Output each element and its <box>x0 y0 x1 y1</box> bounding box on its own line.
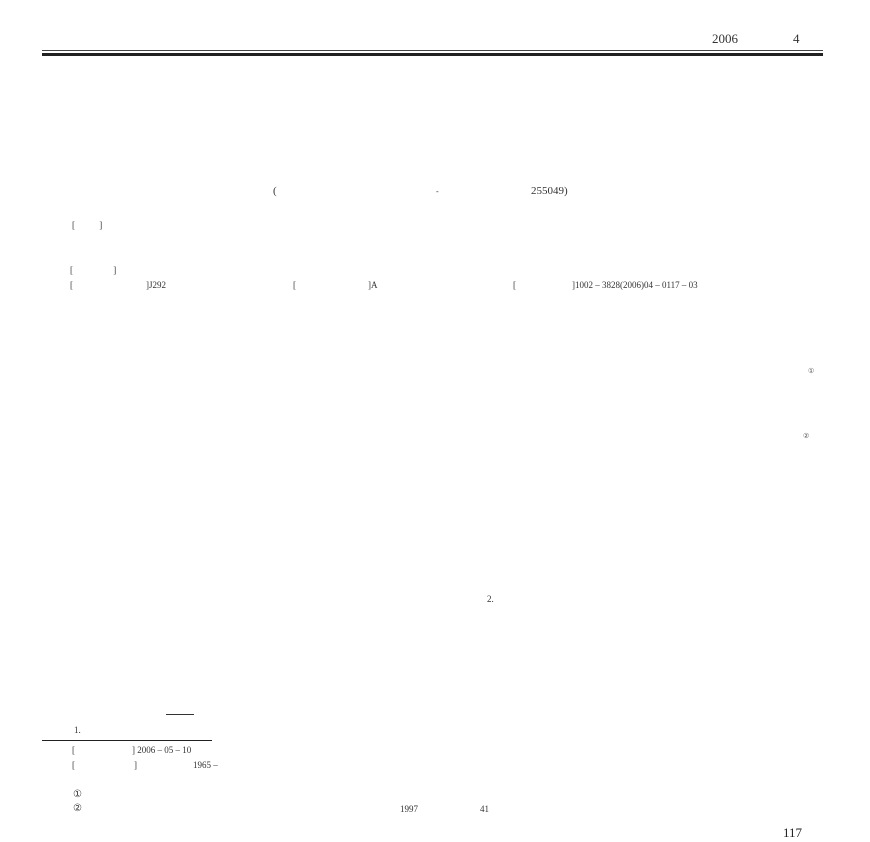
author-close-bracket: ] <box>134 760 137 770</box>
footnote-rule <box>42 740 212 741</box>
header-rule-thick <box>42 53 823 56</box>
affiliation-postcode: 255049) <box>531 185 568 197</box>
section-number: 2. <box>487 594 494 604</box>
received-open-bracket: [ <box>72 745 75 755</box>
page-number: 117 <box>783 825 803 840</box>
header-issue: 4 <box>793 31 800 46</box>
keywords-label-bracket: [ ] <box>70 265 117 275</box>
affiliation-dot: - <box>436 187 439 196</box>
subsection-number: 1. <box>74 725 81 735</box>
header-rule-thin <box>42 50 823 51</box>
affiliation-open-paren: ( <box>273 185 277 197</box>
abstract-label-bracket: [ ] <box>72 220 103 230</box>
doc-code: ]A <box>368 280 378 290</box>
clc-code: ]J292 <box>146 280 166 290</box>
clc-open-bracket: [ <box>70 280 73 290</box>
article-id-open-bracket: [ <box>513 280 516 290</box>
author-birth-year: 1965 – <box>193 760 218 770</box>
received-date: ] 2006 – 05 – 10 <box>132 745 192 755</box>
footnote-2-number: 41 <box>480 804 489 814</box>
header-year: 2006 <box>712 31 738 46</box>
doc-code-open-bracket: [ <box>293 280 296 290</box>
footnote-1-mark: ① <box>73 789 82 800</box>
footnote-marker-2: ② <box>803 432 810 440</box>
footnote-2-year: 1997 <box>400 804 418 814</box>
author-open-bracket: [ <box>72 760 75 770</box>
footnote-marker-1: ① <box>808 367 815 375</box>
article-id: ]1002 – 3828(2006)04 – 0117 – 03 <box>572 280 698 290</box>
footnote-2-mark: ② <box>73 803 82 814</box>
subsection-underline <box>166 714 194 715</box>
